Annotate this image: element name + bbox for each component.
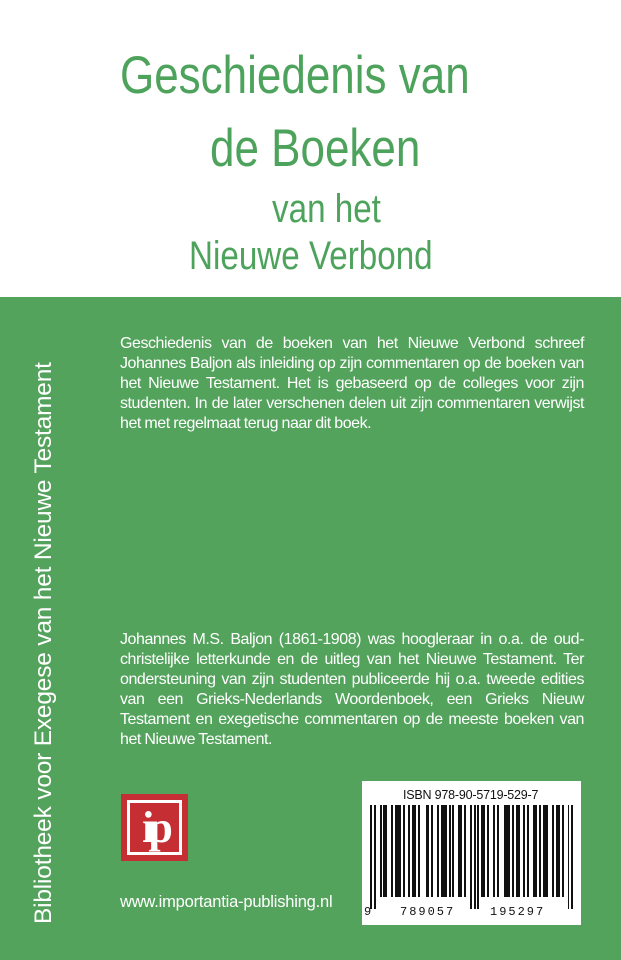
publisher-logo (121, 794, 188, 861)
barcode-first-digit: 9 (364, 905, 372, 919)
isbn-label: ISBN 978-90-5719-529-7 (403, 788, 539, 802)
publisher-website: www.importantia-publishing.nl (120, 893, 333, 911)
publisher-logo-text: ip (142, 802, 167, 852)
author-biography: Johannes M.S. Baljon (1861-1908) was hoogleraar in o.a. de oud-christelijke letterkunde en de uitleg van het Nieuwe Testament. Ter ondersteuning van zijn studenten publiceerde hij o.a. tweede edities van een Grieks-Nederlands Woordenboek, een Grieks Nieuw Testament en exegetische commentaren op de meeste boeken van het Nieuwe Testament. (120, 631, 584, 748)
isbn-barcode (362, 781, 581, 925)
barcode-bar (571, 805, 573, 909)
title-line-1: Geschiedenis van (120, 46, 470, 105)
book-description: Geschiedenis van de boeken van het Nieuwe Verbond schreef Johannes Baljon als inleiding op zijn commentaren op de boeken van het Nieuwe Testament. Het is gebaseerd op de colleges voor zijn studenten. In de later verschenen delen uit zijn commentaren verwijst het met regelmaat terug naar dit boek. (120, 335, 584, 432)
barcode-bars (370, 805, 573, 905)
title-line-3: van het (272, 187, 381, 231)
publisher-logo-inner (130, 803, 179, 852)
title-line-2: de Boeken (210, 119, 421, 178)
series-spine-text: Bibliotheek voor Exegese van het Nieuwe Testament (30, 362, 57, 924)
barcode-right-digits: 195297 (490, 905, 546, 919)
barcode-left-digits: 789057 (400, 905, 456, 919)
title-line-4: Nieuwe Verbond (189, 234, 433, 278)
cover-top-panel (0, 0, 621, 297)
